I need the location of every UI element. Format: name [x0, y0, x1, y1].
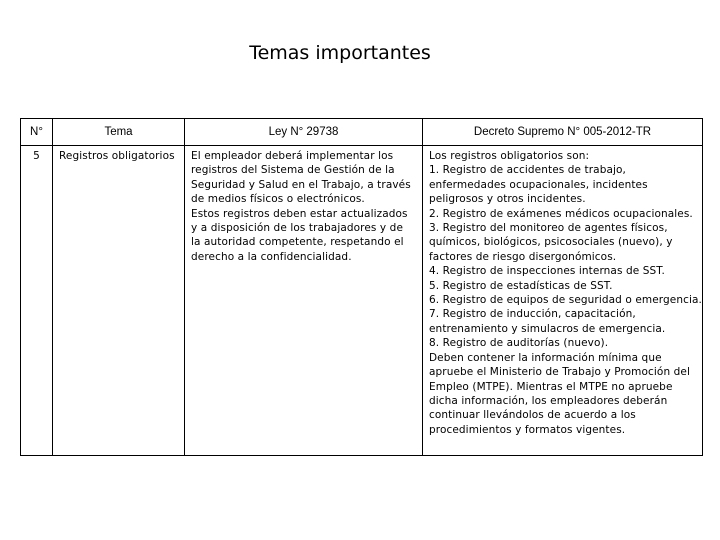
- ley-line: El empleador deberá implementar los: [191, 150, 394, 162]
- ley-line: registros del Sistema de Gestión de la: [191, 164, 395, 177]
- ley-line: y a disposición de los trabajadores y de: [191, 222, 404, 235]
- ley-line: la autoridad competente, respetando el: [191, 236, 404, 249]
- decreto-line: 7. Registro de inducción, capacitación,: [429, 308, 636, 321]
- decreto-line: 2. Registro de exámenes médicos ocupacionales.: [429, 207, 693, 220]
- row-decreto-text: [423, 146, 703, 456]
- decreto-line: 6. Registro de equipos de seguridad o emergencia.: [429, 294, 702, 307]
- decreto-line: peligrosos y otros incidentes.: [429, 193, 586, 206]
- ley-line: Estos registros deben estar actualizados: [191, 207, 408, 220]
- decreto-line: químicos, biológicos, psicosociales (nuevo), y: [429, 236, 673, 249]
- decreto-line: 4. Registro de inspecciones internas de SST.: [429, 265, 665, 278]
- decreto-line: Empleo (MTPE). Mientras el MTPE no apruebe: [429, 380, 673, 393]
- ley-line: Seguridad y Salud en el Trabajo, a través: [191, 178, 411, 191]
- decreto-line: 1. Registro de accidentes de trabajo,: [429, 164, 626, 177]
- row-ley-text: [185, 146, 423, 456]
- table-row: [21, 146, 703, 456]
- table-header-row: [21, 119, 703, 146]
- topics-table: [20, 118, 703, 456]
- row-tema: Registros obligatorios: [53, 146, 185, 456]
- decreto-line: procedimientos y formatos vigentes.: [429, 423, 626, 436]
- decreto-line: entrenamiento y simulacros de emergencia.: [429, 322, 666, 335]
- ley-line: de medios físicos o electrónicos.: [191, 193, 365, 206]
- decreto-line: factores de riesgo disergonómicos.: [429, 250, 617, 263]
- row-number: 5: [21, 146, 53, 456]
- decreto-line: continuar llevándolos de acuerdo a los: [429, 409, 636, 422]
- ley-line: derecho a la confidencialidad.: [191, 250, 352, 263]
- header-ley: Ley N° 29738: [185, 119, 423, 146]
- decreto-line: 5. Registro de estadísticas de SST.: [429, 279, 613, 292]
- decreto-line: 3. Registro del monitoreo de agentes físicos,: [429, 222, 668, 235]
- decreto-line: enfermedades ocupacionales, incidentes: [429, 178, 648, 191]
- header-tema: Tema: [53, 119, 185, 146]
- header-decreto: Decreto Supremo N° 005-2012-TR: [423, 119, 703, 146]
- header-number: N°: [21, 119, 53, 146]
- decreto-line: Los registros obligatorios son:: [429, 150, 590, 162]
- page-title: Temas importantes: [249, 42, 431, 64]
- decreto-line: 8. Registro de auditorías (nuevo).: [429, 337, 609, 350]
- decreto-line: dicha información, los empleadores deberán: [429, 394, 668, 407]
- decreto-line: apruebe el Ministerio de Trabajo y Promoción del: [429, 366, 690, 379]
- decreto-line: Deben contener la información mínima que: [429, 351, 662, 364]
